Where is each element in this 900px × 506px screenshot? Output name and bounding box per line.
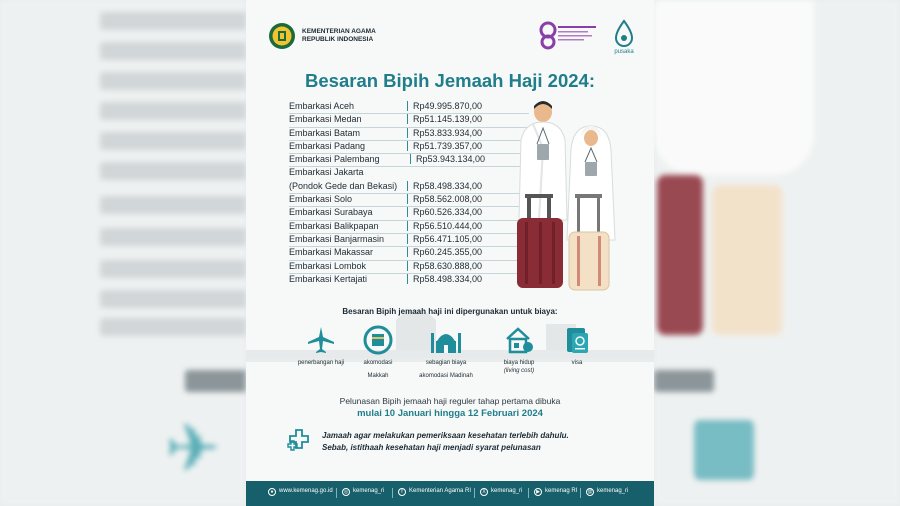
fare-row: Embarkasi Palembang Rp53.943.134,00 xyxy=(289,154,529,167)
health-note-line1: Jamaah agar melakukan pemeriksaan kesehatan terlebih dahulu. xyxy=(322,431,569,440)
fare-row: Embarkasi Surabaya Rp60.526.334,00 xyxy=(289,207,529,220)
social-footer xyxy=(246,481,654,506)
use-item: sebagian biaya akomodasi Madinah xyxy=(401,325,491,380)
x-icon: X xyxy=(480,488,488,496)
header xyxy=(268,18,638,58)
fare-row: (Pondok Gede dan Bekasi) Rp58.498.334,00 xyxy=(289,181,529,194)
blurred-background-left: ✈ xyxy=(0,0,246,506)
footer-website[interactable]: ● www.kemenag.go.id xyxy=(268,488,333,496)
kemenag-logo-icon xyxy=(268,22,296,50)
pilgrims-illustration xyxy=(511,100,646,295)
youtube-icon: ▶ xyxy=(534,488,542,496)
fare-row: Embarkasi Balikpapan Rp56.510.444,00 xyxy=(289,221,529,234)
use-item: penerbangan haji xyxy=(276,325,366,373)
use-item: akomodasi Makkah xyxy=(333,325,423,380)
footer-youtube[interactable]: ▶ kemenag RI xyxy=(534,488,577,496)
fare-row: Embarkasi Makassar Rp60.245.355,00 xyxy=(289,247,529,260)
fare-row: Embarkasi Kertajati Rp58.498.334,00 xyxy=(289,273,483,284)
uses-icon-row xyxy=(297,325,606,385)
footer-facebook[interactable]: f Kementerian Agama RI xyxy=(398,488,471,496)
fare-row: Embarkasi Aceh Rp49.995.870,00 xyxy=(289,101,529,114)
kaaba-icon xyxy=(363,325,393,355)
use-item: biaya hidup (living cost) xyxy=(474,325,564,375)
ministry-name: KEMENTERIAN AGAMA REPUBLIK INDONESIA xyxy=(302,28,376,43)
payoff-period: mulai 10 Januari hingga 12 Februari 2024 xyxy=(357,408,543,419)
instagram-icon: ◎ xyxy=(343,489,349,495)
airplane-icon xyxy=(306,325,336,355)
fare-row: Embarkasi Batam Rp53.833.934,00 xyxy=(289,128,529,141)
fare-row: Embarkasi Padang Rp51.739.357,00 xyxy=(289,141,529,154)
footer-instagram[interactable]: ◎ kemenag_ri xyxy=(343,488,385,495)
embarkasi-fare-table xyxy=(289,101,529,287)
passport-icon xyxy=(562,325,592,355)
footer-x[interactable]: X kemenag_ri xyxy=(480,488,522,496)
fare-row: Embarkasi Medan Rp51.145.139,00 xyxy=(289,114,529,127)
page-title: Besaran Bipih Jemaah Haji 2024: xyxy=(305,70,595,91)
fare-row: Embarkasi Solo Rp58.562.008,00 xyxy=(289,194,529,207)
facebook-icon: f xyxy=(398,488,406,496)
globe-icon: ● xyxy=(268,488,276,496)
blurred-background-right xyxy=(654,0,900,506)
house-money-icon xyxy=(504,325,534,355)
fare-row: Embarkasi Lombok Rp58.630.888,00 xyxy=(289,261,529,274)
fare-row: Embarkasi Jakarta xyxy=(289,167,364,178)
mosque-icon xyxy=(429,325,463,355)
bipih-poster xyxy=(246,0,654,506)
pusaka-logo-icon xyxy=(610,18,638,56)
svg-text:pusaka: pusaka xyxy=(614,49,634,55)
health-cross-icon xyxy=(284,428,312,456)
footer-threads[interactable]: @ kemenag_ri xyxy=(587,488,629,495)
payoff-note: Pelunasan Bipih jemaah haji reguler tahap pertama dibuka xyxy=(339,396,561,406)
use-item: visa xyxy=(532,325,622,373)
hari-amal-bhakti-logo-icon xyxy=(538,18,608,52)
health-note-line2: Sebab, istithaah kesehatan haji menjadi syarat pelunasan xyxy=(322,443,541,452)
threads-icon: @ xyxy=(587,489,593,495)
uses-title: Besaran Bipih jemaah haji ini dipergunakan untuk biaya: xyxy=(342,307,558,316)
fare-row: Embarkasi Banjarmasin Rp56.471.105,00 xyxy=(289,234,529,247)
